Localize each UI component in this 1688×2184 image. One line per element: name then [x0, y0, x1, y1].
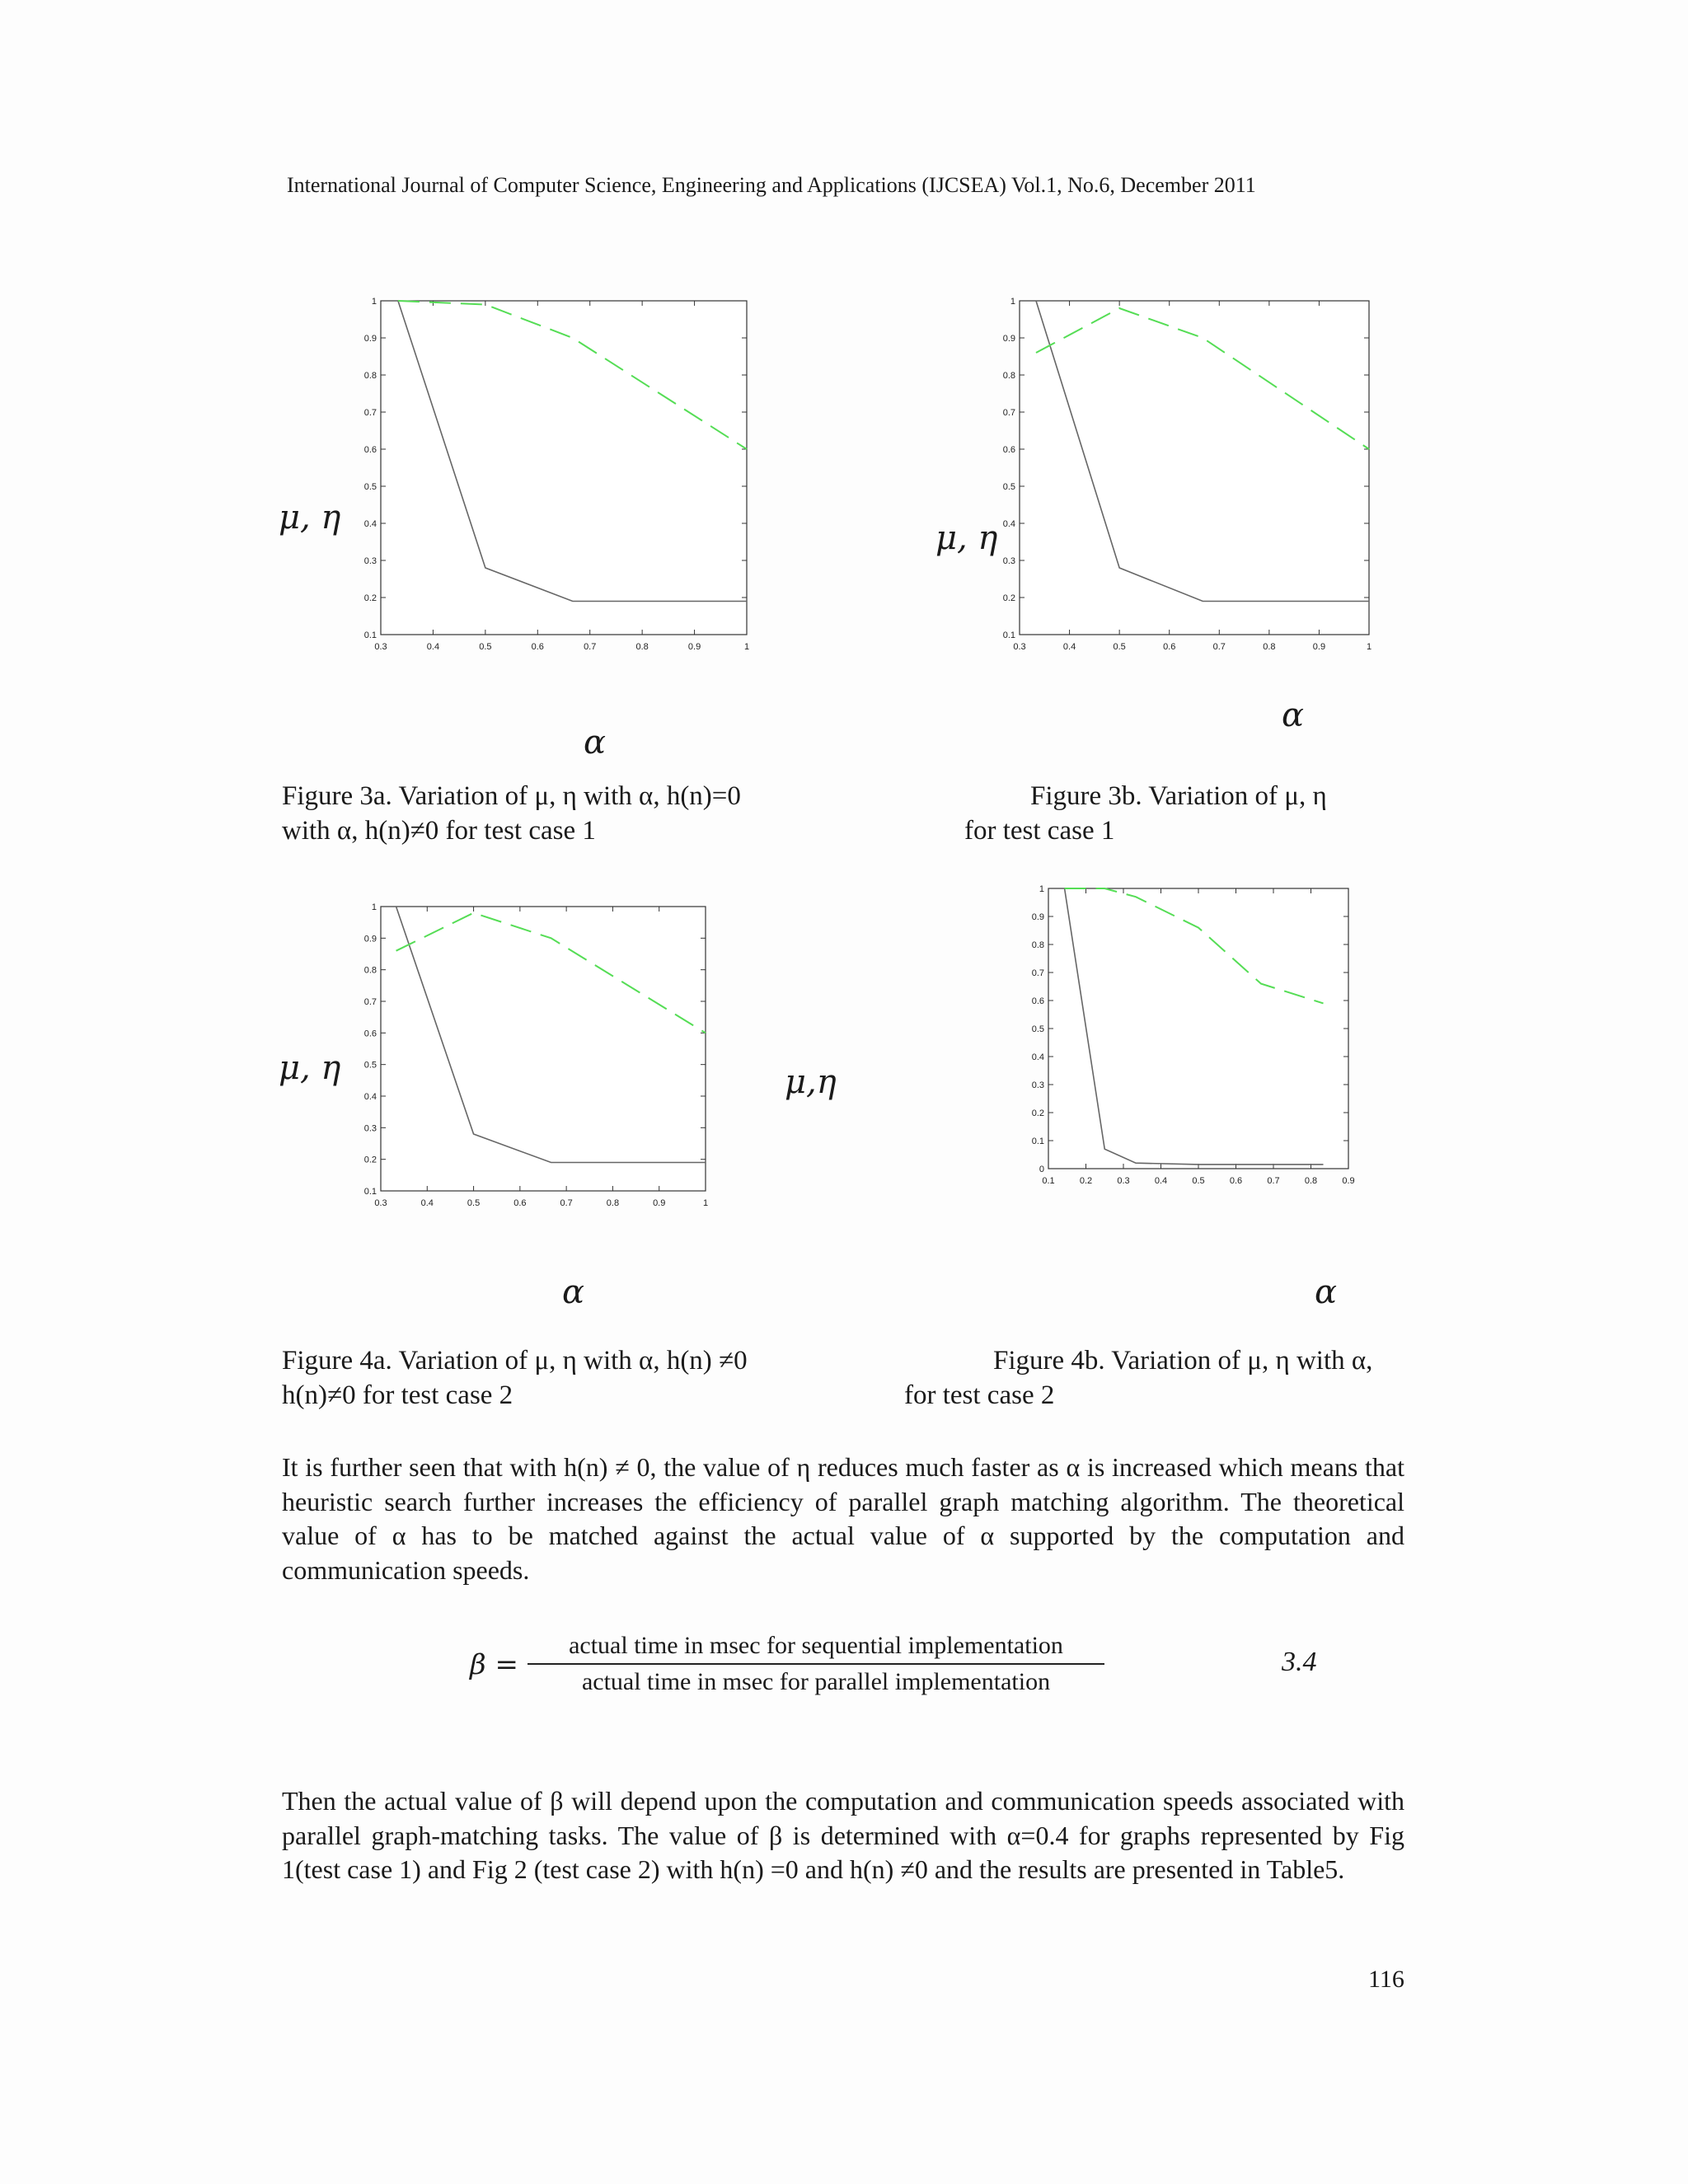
y-tick-label: 0.9: [363, 334, 377, 344]
figure-4b-ylabel: μ,η: [785, 1063, 837, 1101]
y-tick-label: 0.4: [363, 1092, 377, 1102]
x-tick-label: 0.9: [653, 1198, 666, 1208]
figure-3b-caption-line1: Figure 3b. Variation of μ, η: [1030, 781, 1327, 811]
figure-3a: [346, 293, 758, 659]
plot-frame: [1048, 888, 1348, 1169]
x-tick-label: 0.6: [531, 642, 544, 652]
figure-4a: [346, 898, 717, 1216]
equation-3-4: [470, 1632, 1360, 1698]
y-tick-label: 0.4: [363, 519, 377, 529]
paragraph-2: Then the actual value of β will depend upon the computation and communication speeds associated with parallel graph-matching tasks. The value of β is determined with α=0.4 for graphs represented by Fig 1(test case 1) and Fig 2 (test case 2) with h(n) =0 and h(n) ≠0 and the results are presented in Table5.: [282, 1786, 1404, 1884]
y-tick-label: 1: [371, 902, 377, 912]
x-tick-label: 0.8: [1263, 642, 1276, 652]
y-tick-label: 0.7: [363, 997, 377, 1007]
y-tick-label: 0.6: [363, 445, 377, 455]
figure-3b-chart: [985, 293, 1381, 659]
y-tick-label: 0.4: [1031, 1052, 1044, 1062]
y-tick-label: 0.5: [363, 1060, 377, 1071]
y-tick-label: 0.7: [1031, 968, 1044, 978]
x-tick-label: 0.9: [1342, 1176, 1355, 1186]
figure-4b: [1014, 880, 1360, 1193]
y-tick-label: 0.1: [363, 1187, 377, 1197]
x-tick-label: 0.7: [1267, 1176, 1280, 1186]
x-tick-label: 0.1: [1042, 1176, 1055, 1186]
figure-3b-caption-line2: for test case 1: [964, 816, 1115, 846]
y-tick-label: 0.1: [363, 630, 377, 640]
plot-frame: [381, 301, 747, 635]
y-tick-label: 0.9: [1031, 912, 1044, 922]
y-tick-label: 0.9: [1002, 334, 1015, 344]
fraction-bar: [528, 1663, 1104, 1665]
figure-3b: [985, 293, 1381, 659]
x-tick-label: 1: [743, 642, 750, 652]
y-tick-label: 0.2: [1031, 1108, 1044, 1118]
x-tick-label: 0.5: [1192, 1176, 1205, 1186]
y-tick-label: 0.2: [363, 1155, 377, 1165]
y-tick-label: 0.5: [1002, 482, 1015, 492]
x-tick-label: 0.7: [560, 1198, 573, 1208]
x-tick-label: 0.4: [426, 642, 440, 652]
x-tick-label: 0.3: [374, 642, 387, 652]
figure-4b-caption-line2: for test case 2: [904, 1380, 1055, 1410]
x-tick-label: 0.8: [635, 642, 649, 652]
x-tick-label: 1: [702, 1198, 709, 1208]
figure-3a-chart: [346, 293, 758, 659]
x-tick-label: 0.9: [1312, 642, 1326, 652]
figure-4b-chart: [1014, 880, 1360, 1193]
equation-number: 3.4: [1282, 1647, 1317, 1677]
figure-4a-ylabel: μ, η: [279, 1049, 341, 1087]
y-tick-label: 0.7: [363, 408, 377, 418]
equation-lhs: β =: [470, 1648, 518, 1681]
figure-3b-ylabel: μ, η: [935, 519, 998, 557]
y-tick-label: 1: [1010, 297, 1015, 307]
y-tick-label: 0.7: [1002, 408, 1015, 418]
x-tick-label: 1: [1366, 642, 1372, 652]
y-tick-label: 0: [1039, 1165, 1044, 1174]
x-tick-label: 0.3: [374, 1198, 387, 1208]
y-tick-label: 0.6: [363, 1029, 377, 1039]
y-tick-label: 0.5: [363, 482, 377, 492]
y-tick-label: 0.2: [363, 593, 377, 603]
x-tick-label: 0.2: [1079, 1176, 1093, 1186]
paragraph-1: It is further seen that with h(n) ≠ 0, the value of η reduces much faster as α is increased which means that heuristic search further increases the efficiency of parallel graph matching algorithm. The theoretical value of α has to be matched against the actual value of α supported by the computation and communication speeds.: [282, 1452, 1404, 1585]
y-tick-label: 0.6: [1031, 996, 1044, 1006]
x-tick-label: 0.3: [1117, 1176, 1130, 1186]
x-tick-label: 0.4: [1062, 642, 1076, 652]
plot-frame: [381, 907, 706, 1191]
y-tick-label: 0.9: [363, 934, 377, 944]
figure-4b-caption-line1: Figure 4b. Variation of μ, η with α,: [993, 1346, 1373, 1376]
x-tick-label: 0.5: [1113, 642, 1126, 652]
x-tick-label: 0.3: [1013, 642, 1026, 652]
equation-fraction: [528, 1632, 1104, 1696]
figure-3a-caption-line2: with α, h(n)≠0 for test case 1: [282, 816, 596, 846]
y-tick-label: 0.8: [363, 965, 377, 976]
y-tick-label: 0.2: [1002, 593, 1015, 603]
x-tick-label: 0.6: [513, 1198, 527, 1208]
figure-4a-chart: [346, 898, 717, 1216]
x-tick-label: 0.9: [687, 642, 701, 652]
y-tick-label: 1: [1039, 884, 1044, 894]
figure-3a-xlabel: α: [584, 724, 607, 762]
y-tick-label: 0.1: [1002, 630, 1015, 640]
y-tick-label: 0.1: [1031, 1137, 1044, 1146]
y-tick-label: 0.5: [1031, 1024, 1044, 1034]
x-tick-label: 0.4: [420, 1198, 434, 1208]
y-tick-label: 0.8: [1031, 940, 1044, 950]
y-tick-label: 0.8: [1002, 371, 1015, 381]
y-tick-label: 1: [371, 297, 377, 307]
journal-header: International Journal of Computer Science, Engineering and Applications (IJCSEA) Vol.1, No.6, December 2011: [287, 173, 1256, 197]
figure-4a-xlabel: α: [562, 1273, 585, 1311]
x-tick-label: 0.5: [479, 642, 492, 652]
equation-denominator: actual time in msec for parallel implementation: [581, 1668, 1051, 1695]
equation-numerator: actual time in msec for sequential implementation: [569, 1632, 1063, 1659]
y-tick-label: 0.8: [363, 371, 377, 381]
figure-4b-xlabel: α: [1315, 1273, 1338, 1311]
y-tick-label: 0.4: [1002, 519, 1015, 529]
x-tick-label: 0.4: [1154, 1176, 1168, 1186]
x-tick-label: 0.6: [1229, 1176, 1243, 1186]
y-tick-label: 0.3: [1002, 556, 1015, 566]
figure-3b-xlabel: α: [1282, 696, 1305, 734]
y-tick-label: 0.3: [1031, 1080, 1044, 1090]
x-tick-label: 0.7: [1212, 642, 1226, 652]
page-number: 116: [1368, 1966, 1404, 1993]
x-tick-label: 0.8: [606, 1198, 620, 1208]
figure-3a-caption-line1: Figure 3a. Variation of μ, η with α, h(n)=0: [282, 781, 741, 811]
figure-3a-ylabel: μ, η: [279, 499, 341, 537]
y-tick-label: 0.3: [363, 556, 377, 566]
y-tick-label: 0.3: [363, 1123, 377, 1134]
plot-frame: [1020, 301, 1369, 635]
x-tick-label: 0.5: [467, 1198, 481, 1208]
figure-4a-caption-line2: h(n)≠0 for test case 2: [282, 1380, 513, 1410]
figure-4a-caption-line1: Figure 4a. Variation of μ, η with α, h(n) ≠0: [282, 1346, 748, 1376]
x-tick-label: 0.8: [1304, 1176, 1318, 1186]
x-tick-label: 0.7: [584, 642, 597, 652]
y-tick-label: 0.6: [1002, 445, 1015, 455]
x-tick-label: 0.6: [1163, 642, 1176, 652]
